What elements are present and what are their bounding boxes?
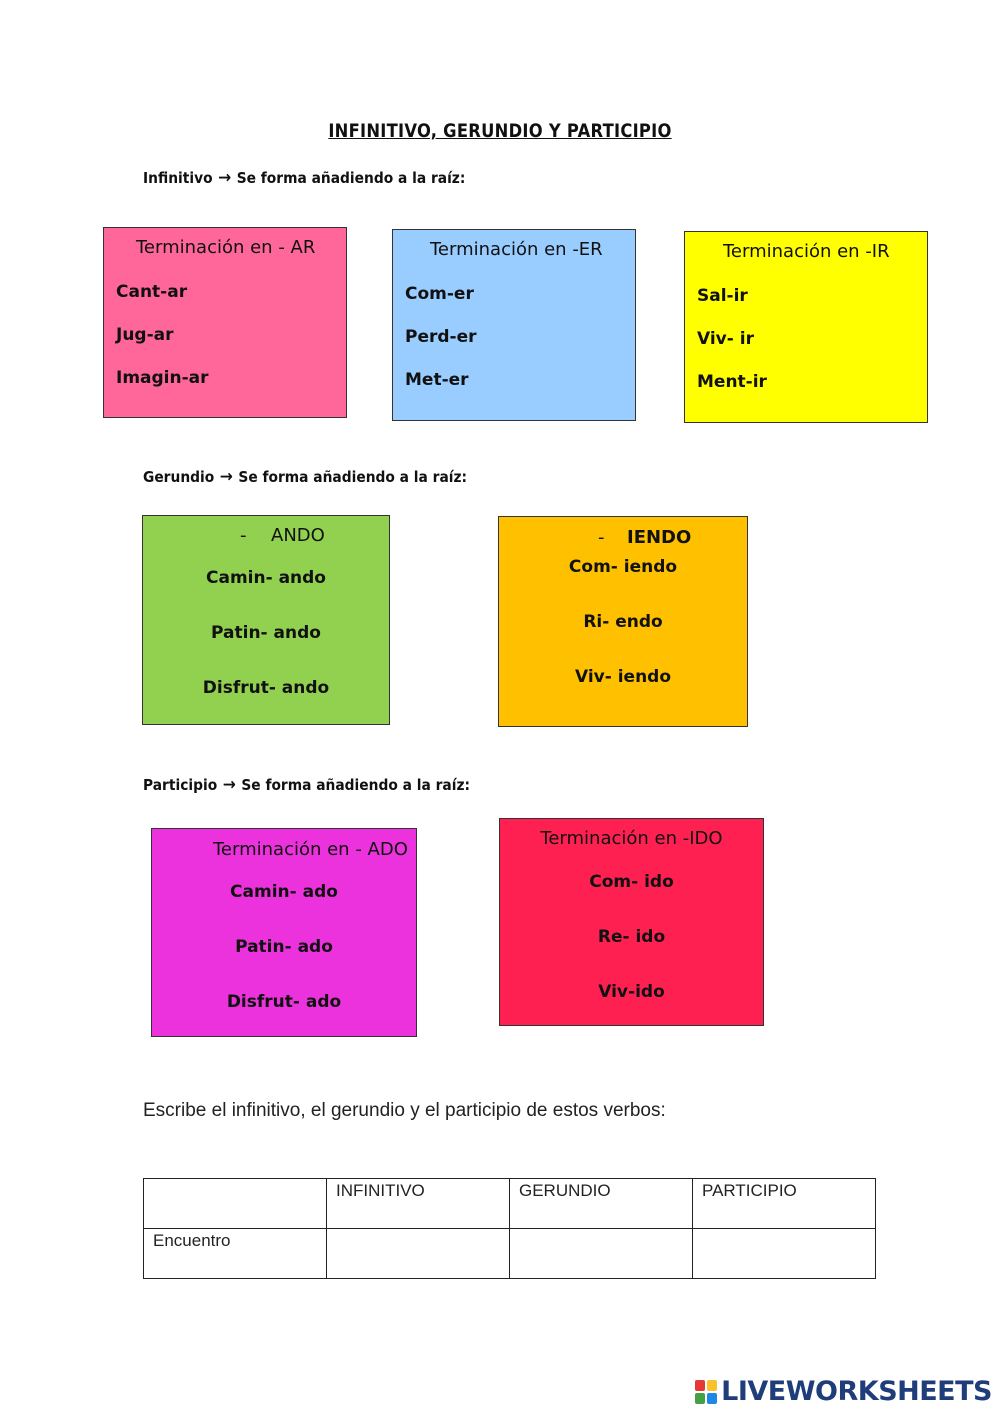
- header-cell-infinitivo: INFINITIVO: [327, 1179, 510, 1229]
- gerundio-label: [143, 467, 467, 487]
- verb-item: Ment-ir: [697, 372, 767, 392]
- table-row: [144, 1229, 876, 1279]
- page-title: INFINITIVO, GERUNDIO Y PARTICIPIO: [328, 120, 672, 142]
- header-cell-participio: PARTICIPIO: [693, 1179, 876, 1229]
- card-iendo: [498, 516, 748, 727]
- section-text: Se forma añadiendo a la raíz:: [238, 468, 468, 486]
- card-ir: [684, 231, 928, 423]
- card-heading: Terminación en - AR: [136, 237, 316, 258]
- section-text: Se forma añadiendo a la raíz:: [241, 776, 471, 794]
- verb-item: Ri- endo: [583, 612, 663, 632]
- arrow-right-icon: →: [219, 467, 233, 487]
- verb-item: Jug-ar: [116, 325, 174, 345]
- participio-label: [143, 775, 470, 795]
- verb-item: Sal-ir: [697, 286, 748, 306]
- verb-item: Patin- ando: [211, 623, 321, 643]
- card-heading: IENDO: [627, 527, 692, 548]
- verb-item: Cant-ar: [116, 282, 188, 302]
- card-heading: ANDO: [271, 525, 325, 546]
- card-dash: -: [240, 525, 247, 546]
- card-er: [392, 229, 636, 421]
- arrow-right-icon: →: [218, 168, 232, 188]
- answer-table: [143, 1178, 876, 1279]
- verb-item: Disfrut- ado: [226, 992, 342, 1012]
- verb-item: Viv- iendo: [574, 667, 672, 687]
- card-heading: Terminación en -IDO: [540, 828, 723, 849]
- verb-item: Viv-ido: [598, 982, 665, 1002]
- infinitivo-label: [143, 168, 465, 188]
- verb-item: Re- ido: [597, 927, 666, 947]
- table-header-row: [144, 1179, 876, 1229]
- card-ar: [103, 227, 347, 418]
- verb-cell: Encuentro: [144, 1229, 327, 1279]
- verb-item: Camin- ado: [230, 882, 338, 902]
- card-ado: [151, 828, 417, 1037]
- answer-participio-cell[interactable]: [693, 1229, 876, 1279]
- verb-item: Com-er: [405, 284, 474, 304]
- verb-item: Met-er: [405, 370, 469, 390]
- liveworksheets-logo: [695, 1376, 992, 1407]
- answer-gerundio-cell[interactable]: [510, 1229, 693, 1279]
- verb-item: Patin- ado: [235, 937, 333, 957]
- verb-item: Disfrut- ando: [202, 678, 330, 698]
- verb-item: Com- ido: [589, 872, 674, 892]
- card-ando: [142, 515, 390, 725]
- answer-infinitivo-cell[interactable]: [327, 1229, 510, 1279]
- logo-mark-icon: [695, 1380, 717, 1404]
- logo-text: LIVEWORKSHEETS: [721, 1376, 992, 1407]
- verb-item: Imagin-ar: [116, 368, 209, 388]
- verb-item: Viv- ir: [697, 329, 754, 349]
- exercise-instruction: Escribe el infinitivo, el gerundio y el participio de estos verbos:: [143, 1100, 666, 1121]
- verb-item: Perd-er: [405, 327, 477, 347]
- card-heading: Terminación en - ADO: [213, 839, 408, 860]
- verb-item: Camin- ando: [206, 568, 326, 588]
- section-name: Gerundio: [143, 468, 215, 486]
- section-name: Infinitivo: [143, 169, 213, 187]
- card-heading: Terminación en -ER: [430, 239, 603, 260]
- section-text: Se forma añadiendo a la raíz:: [236, 169, 466, 187]
- card-dash: -: [598, 527, 605, 548]
- header-cell-gerundio: GERUNDIO: [510, 1179, 693, 1229]
- section-name: Participio: [143, 776, 218, 794]
- card-ido: [499, 818, 764, 1026]
- header-cell-empty: [144, 1179, 327, 1229]
- card-heading: Terminación en -IR: [723, 241, 890, 262]
- verb-item: Com- iendo: [568, 557, 678, 577]
- arrow-right-icon: →: [222, 775, 236, 795]
